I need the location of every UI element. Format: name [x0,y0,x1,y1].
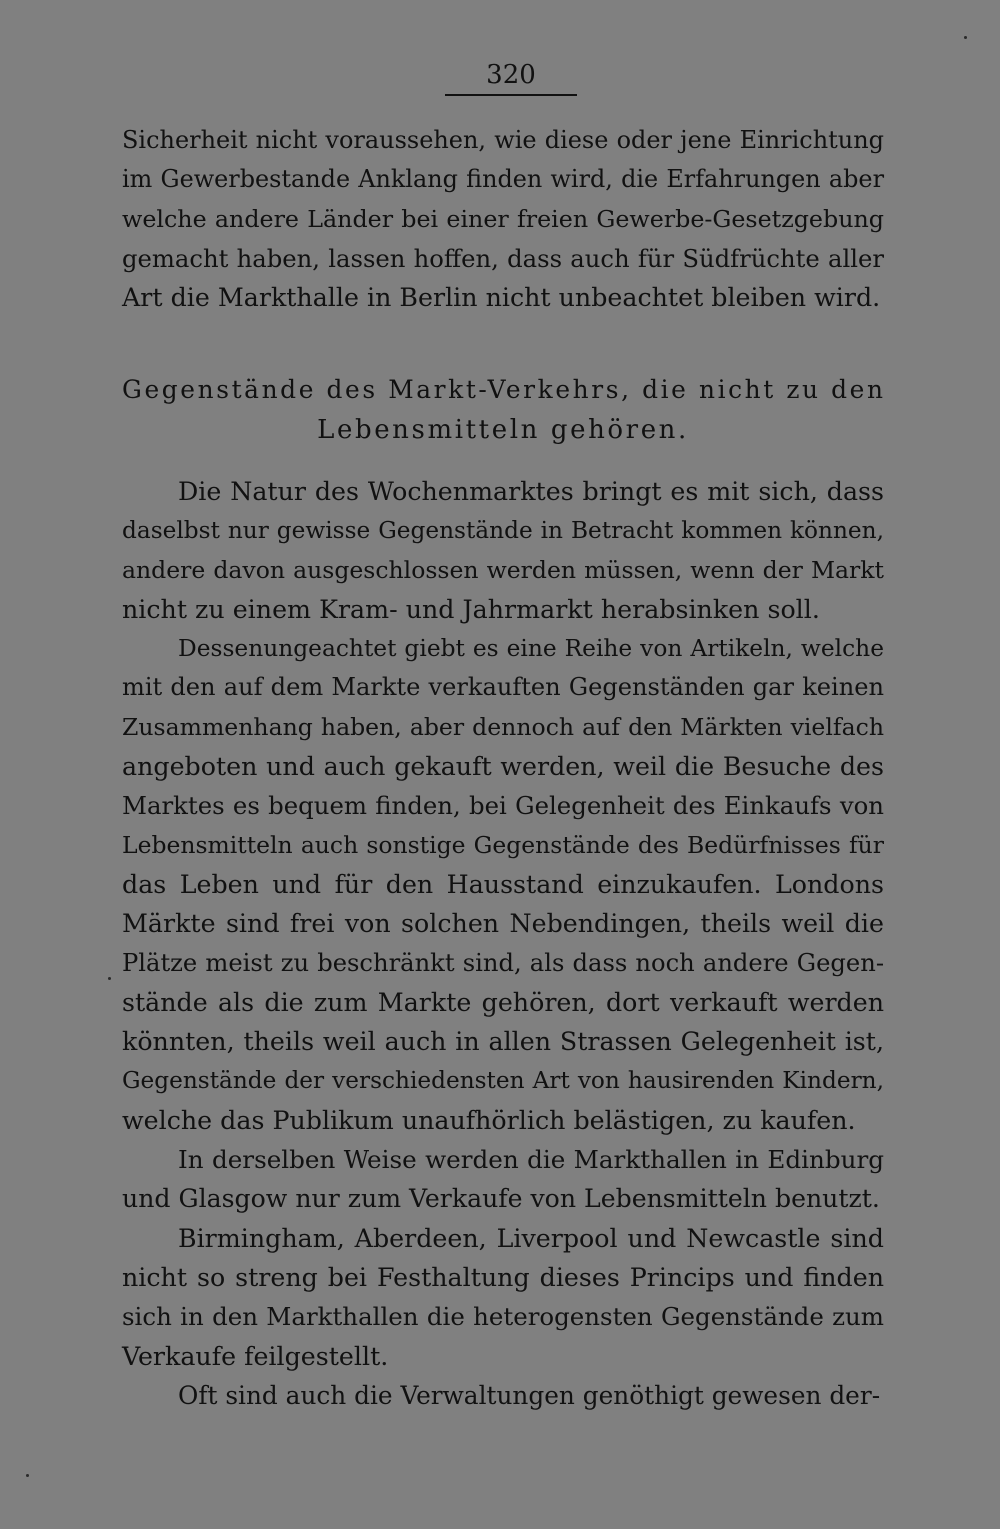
text-line: Art die Markthalle in Berlin nicht unbeachtet bleiben wird. [122,283,881,313]
intro-paragraph [122,121,884,317]
text-line: sich in den Markthallen die heterogensten Gegenstände zum [122,1302,884,1332]
text-line: Verkaufe feilgestellt. [122,1341,389,1371]
text-line: gemacht haben, lassen hoffen, dass auch für Südfrüchte aller [122,243,884,273]
text-line: angeboten und auch gekauft werden, weil die Besuche des [122,752,884,782]
text-line: nicht zu einem Kram- und Jahrmarkt herabsinken soll. [122,594,820,624]
text-line: Lebensmitteln auch sonstige Gegenstände des Bedürfnisses für [122,830,884,859]
text-line: daselbst nur gewisse Gegenstände in Betracht kommen können, [122,517,884,545]
text-line: andere davon ausgeschlossen werden müssen, wenn der Markt [122,555,884,584]
scan-speck [964,36,967,39]
paragraph-first-line: Dessenungeachtet giebt es eine Reihe von Artikeln, welche [178,635,884,663]
section-heading [122,370,884,450]
text-line: Märkte sind frei von solchen Nebendingen, theils weil die [122,909,884,939]
text-line: das Leben und für den Hausstand einzukaufen. Londons [122,869,884,899]
text-line: Gegenstände der verschiedensten Art von hausirenden Kindern, [122,1067,884,1095]
paragraph-first-line: Oft sind auch die Verwaltungen genöthigt gewesen der- [178,1380,881,1410]
paragraph-first-line: Die Natur des Wochenmarktes bringt es mit sich, dass [178,477,884,506]
text-line: welche andere Länder bei einer freien Gewerbe-Gesetzgebung [122,204,884,233]
text-line: nicht so streng bei Festhaltung dieses Princips und finden [122,1262,884,1292]
page-number: 320 [486,60,536,90]
body-text [122,472,884,1415]
text-line: Marktes es bequem finden, bei Gelegenheit des Einkaufs von [122,791,884,821]
scan-speck [108,977,111,980]
section-heading-line-1: Gegenstände des Markt-Verkehrs, die nicht zu den [122,375,886,404]
text-line: im Gewerbestande Anklang finden wird, die Erfahrungen aber [122,165,884,194]
text-line: könnten, theils weil auch in allen Strassen Gelegenheit ist, [122,1027,884,1057]
page-number-rule [445,94,577,96]
paragraph-first-line: In derselben Weise werden die Markthallen in Edinburg [178,1145,884,1175]
paragraph-first-line: Birmingham, Aberdeen, Liverpool und Newcastle sind [178,1223,884,1253]
text-line: mit den auf dem Markte verkauften Gegenständen gar keinen [122,673,884,702]
section-heading-line-2: Lebensmitteln gehören. [317,415,689,445]
text-line: und Glasgow nur zum Verkaufe von Lebensmitteln benutzt. [122,1184,880,1214]
text-line: Sicherheit nicht voraussehen, wie diese oder jene Einrichtung [122,126,884,154]
scan-speck [26,1474,29,1477]
text-line: Plätze meist zu beschränkt sind, als dass noch andere Gegen- [122,948,884,977]
text-line: welche das Publikum unaufhörlich belästigen, zu kaufen. [122,1105,856,1135]
text-line: Zusammenhang haben, aber dennoch auf den Märkten vielfach [122,712,884,741]
text-line: stände als die zum Markte gehören, dort verkauft werden [122,987,884,1017]
